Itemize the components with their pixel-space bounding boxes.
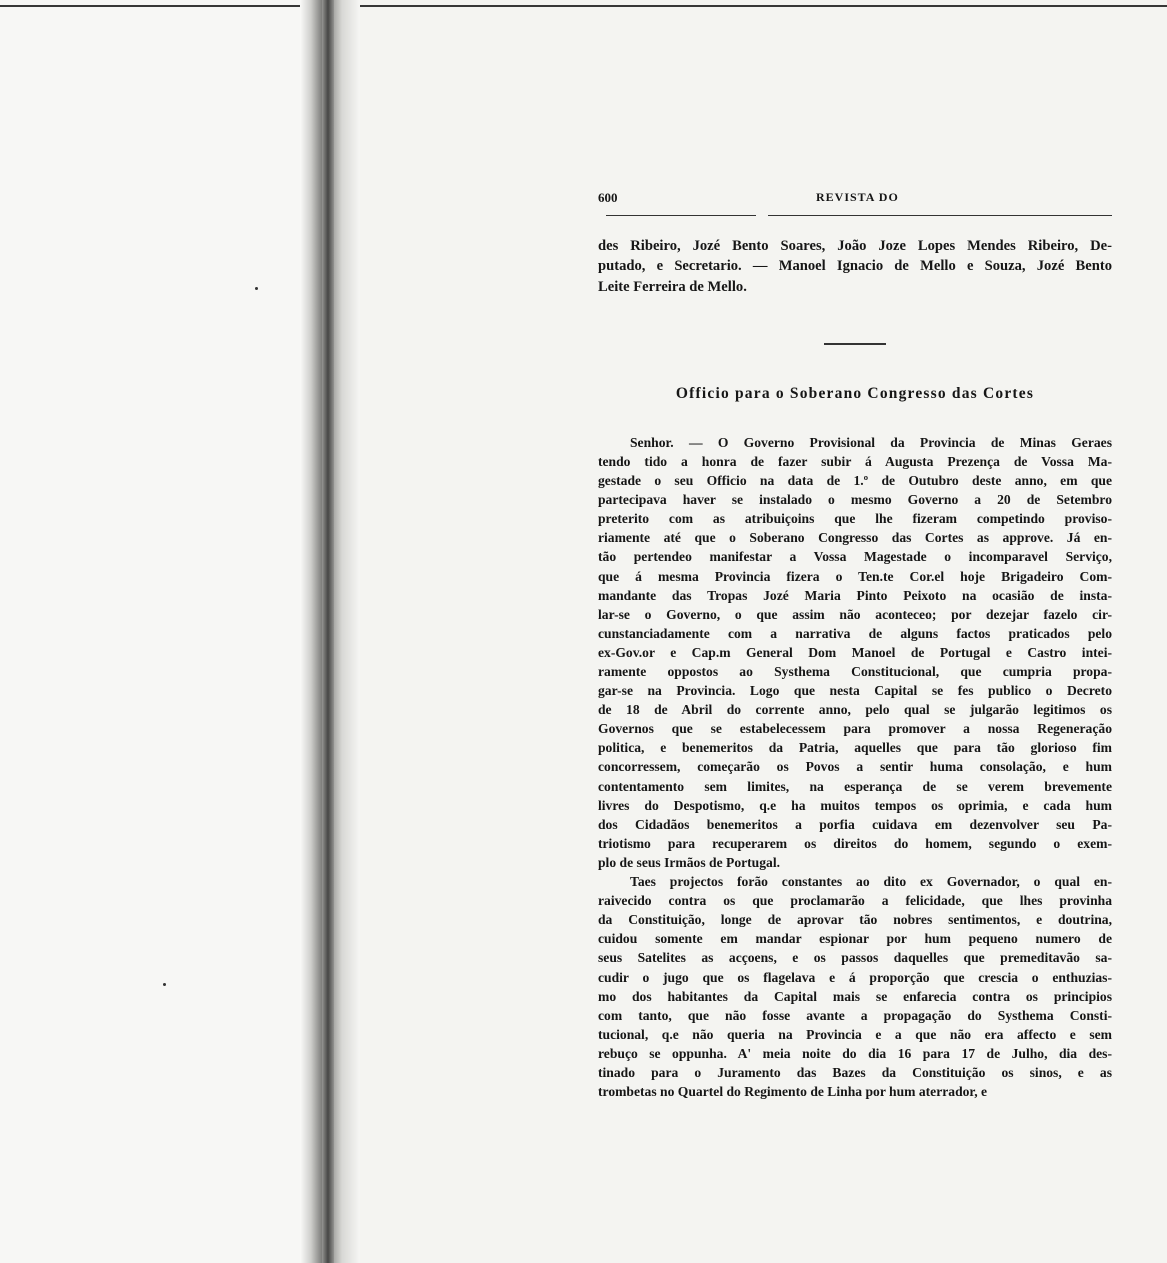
text-line: partecipava haver se instalado o mesmo Governo a 20 de Setembro [598,492,1112,508]
text-line: de 18 de Abril do corrente anno, pelo qual se julgarão legitimos os [598,702,1112,718]
text-line: tinado para o Juramento das Bazes da Constituição os sinos, e as [598,1064,1112,1080]
text-line: mandante das Tropas Jozé Maria Pinto Peixoto na ocasião de insta- [598,587,1112,603]
running-title: REVISTA DO [816,190,899,204]
paragraph-2 [598,872,1112,1101]
text-line: tendo tido a honra de fazer subir á Augusta Prezença de Vossa Ma- [598,453,1112,469]
text-line: cudir o jugo que os flagelava e á proporção que crescia o enthuzias- [598,969,1112,985]
text-line: preterito com as atribuiçoins que lhe fizeram competindo proviso- [598,511,1112,527]
text-line: raivecido contra os que proclamarão a felicidade, que lhes provinha [598,893,1112,909]
text-line: tão pertendeo manifestar a Vossa Magestade o incomparavel Serviço, [598,549,1112,565]
page-number: 600 [598,190,618,205]
text-line: com tanto, que não fosse avante a propagação do Systhema Consti- [598,1007,1112,1023]
section-divider [824,343,886,345]
text-line: lar-se o Governo, o que assim não aconteceo; por dezejar fazelo cir- [598,606,1112,622]
text-line: Governos que se estabelecessem para promover a nossa Regeneração [598,721,1112,737]
text-line: cunstanciadamente com a narrativa de alguns factos praticados pelo [598,625,1112,641]
text-line: dos Cidadãos benemeritos a porfia cuidava em dezenvolver seu Pa- [598,816,1112,832]
paper-speck [163,983,166,986]
header-rule [598,212,1112,220]
paper-speck [255,287,258,290]
text-line: riamente até que o Soberano Congresso das Cortes as approve. Já en- [598,530,1112,546]
top-edge-rule-right [360,5,1167,7]
text-line: Taes projectos forão constantes ao dito ex Governador, o qual en- [630,874,1112,890]
facing-blank-page [0,0,300,1263]
text-line: rebuço se oppunha. A' meia noite do dia 16 para 17 de Julho, dia des- [598,1045,1112,1061]
running-header [598,190,1112,208]
text-line: trombetas no Quartel do Regimento de Linha por hum aterrador, e [598,1084,988,1100]
paragraph-1 [598,433,1112,872]
text-line: tucional, q.e não queria na Provincia e a que não era affecto e sem [598,1026,1112,1042]
text-line: gar-se na Provincia. Logo que nesta Capital se fes publico o Decreto [598,683,1112,699]
text-line: seus Satelites as acçoens, e os passos daquelles que premeditavão sa- [598,950,1112,966]
intro-line: des Ribeiro, Jozé Bento Soares, João Joze Lopes Mendes Ribeiro, De- [598,238,1112,254]
text-line: Senhor. — O Governo Provisional da Provincia de Minas Geraes [630,434,1112,450]
text-line: mo dos habitantes da Capital mais se enfarecia contra os principios [598,988,1112,1004]
book-page [598,190,1112,1101]
text-line: livres do Despotismo, q.e ha muitos tempos os oprimia, e cada hum [598,797,1112,813]
text-line: da Constituição, longe de aprovar tão nobres sentimentos, e doutrina, [598,912,1112,928]
book-gutter [322,0,334,1263]
text-line: triotismo para recuperarem os direitos do homem, segundo o exem- [598,835,1112,851]
top-edge-rule-left [0,5,300,7]
intro-paragraph [598,236,1112,297]
section-title: Officio para o Soberano Congresso das Cortes [675,384,1035,402]
text-line: ramente oppostos ao Systhema Constitucional, que cumpria propa- [598,664,1112,680]
text-line: que á mesma Provincia fizera o Ten.te Cor.el hoje Brigadeiro Com- [598,568,1112,584]
text-line: ex-Gov.or e Cap.m General Dom Manoel de Portugal e Castro intei- [598,644,1112,660]
text-line: concorressem, começarão os Povos a sentir huma consolação, e hum [598,759,1112,775]
text-line: gestade o seu Officio na data de 1.º de Outubro deste anno, em que [598,473,1112,489]
text-line: contentamento sem limites, na esperança de se verem brevemente [598,778,1112,794]
intro-line: Leite Ferreira de Mello. [598,278,747,295]
text-line: plo de seus Irmãos de Portugal. [598,854,781,870]
text-line: politica, e benemeritos da Patria, aquelles que para tão glorioso fim [598,740,1112,756]
intro-line: putado, e Secretario. — Manoel Ignacio de Mello e Souza, Jozé Bento [598,258,1112,275]
text-line: cuidou somente em mandar espionar por hum pequeno numero de [598,931,1112,947]
